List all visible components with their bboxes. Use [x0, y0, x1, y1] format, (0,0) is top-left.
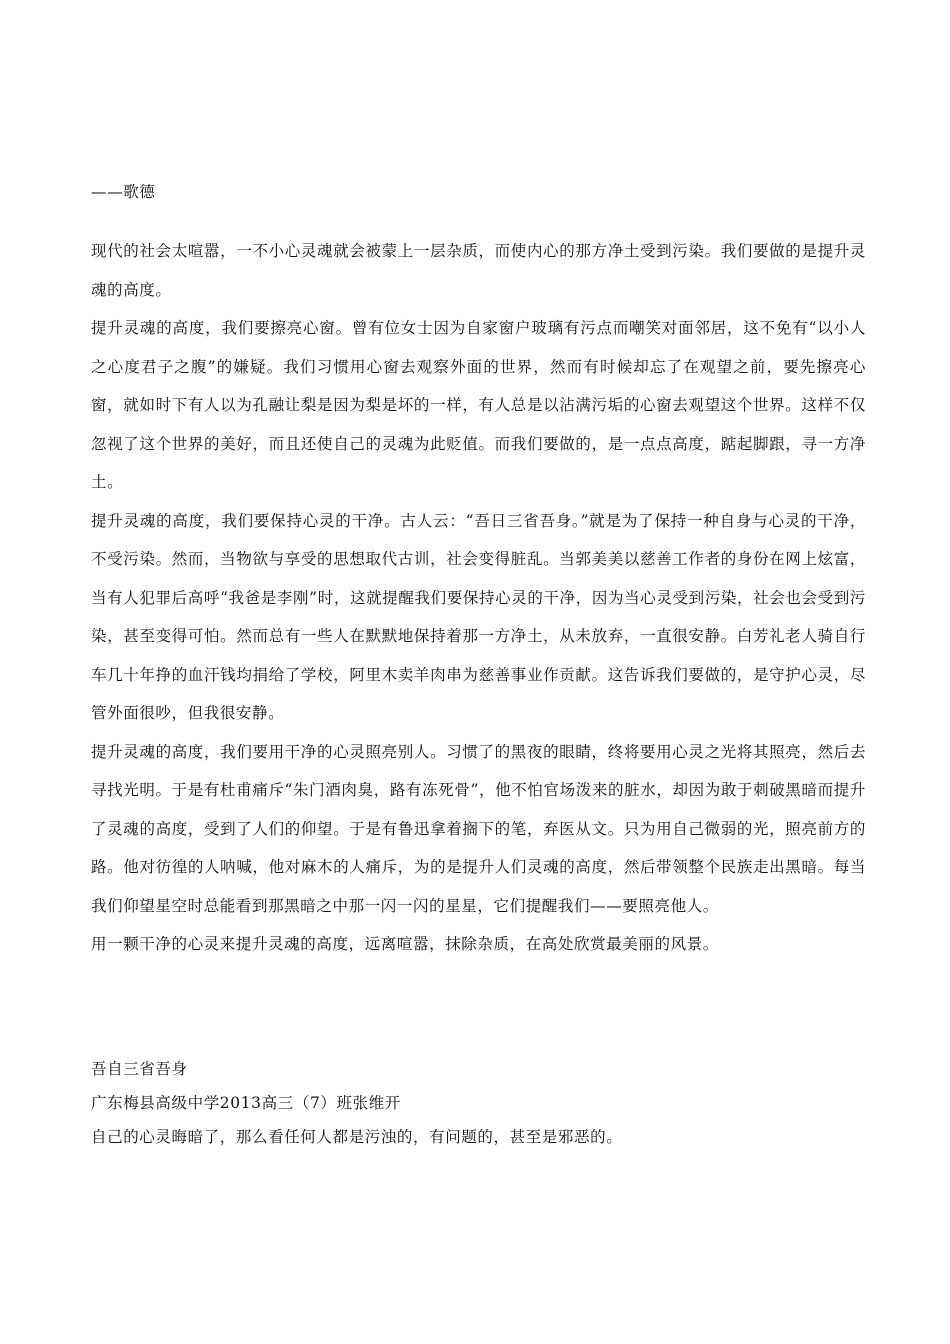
next-essay-first-line: 自己的心灵晦暗了，那么看任何人都是污浊的，有问题的，甚至是邪恶的。	[91, 1128, 623, 1146]
essay-paragraph-keep-pure: 提升灵魂的高度，我们要保持心灵的干净。古人云：“吾日三省吾身。”就是为了保持一种自身与心灵的干净，不受污染。然而，当物欲与享受的思想取代古训，社会变得脏乱。当郭美美以慈善工作者的身份在网上炫富，当有人犯罪后高呼“我爸是李刚”时，这就提醒我们要保持心灵的干净，因为当心灵受到污染，社会也会受到污染，甚至变得可怕。然而总有一些人在默默地保持着那一方净土，从未放弃，一直很安静。白芳礼老人骑自行车几十年挣的血汗钱均捐给了学校，阿里木卖羊肉串为慈善事业作贡献。这告诉我们要做的，是守护心灵，尽管外面很吵，但我很安静。	[91, 511, 866, 722]
essay-paragraph-intro: 现代的社会太喧嚣，一不小心灵魂就会被蒙上一层杂质，而使内心的那方净土受到污染。我们要做的是提升灵魂的高度。	[91, 242, 866, 299]
essay-paragraph-illuminate-others: 提升灵魂的高度，我们要用干净的心灵照亮别人。习惯了的黑夜的眼睛，终将要用心灵之光将其照亮，然后去寻找光明。于是有杜甫痛斥“朱门酒肉臭，路有冻死骨”，他不怕官场泼来的脏水，却因为敢于刺破黑暗而提升了灵魂的高度，受到了人们的仰望。于是有鲁迅拿着搁下的笔，弃医从文。只为用自己微弱的光，照亮前方的路。他对彷徨的人呐喊，他对麻木的人痛斥，为的是提升人们灵魂的高度，然后带领整个民族走出黑暗。每当我们仰望星空时总能看到那黑暗之中那一闪一闪的星星，它们提醒我们——要照亮他人。	[91, 742, 866, 915]
next-essay	[91, 1052, 866, 1154]
essay-body	[91, 232, 866, 964]
essay-paragraph-conclusion: 用一颗干净的心灵来提升灵魂的高度，远离喧嚣，抹除杂质，在高处欣赏最美丽的风景。	[91, 935, 719, 953]
quote-attribution: ——歌德	[91, 183, 156, 201]
next-essay-title: 吾自三省吾身	[91, 1060, 188, 1078]
essay-paragraph-clean-window: 提升灵魂的高度，我们要擦亮心窗。曾有位女士因为自家窗户玻璃有污点而嘲笑对面邻居，这不免有“以小人之心度君子之腹”的嫌疑。我们习惯用心窗去观察外面的世界，然而有时候却忘了在观望之前，要先擦亮心窗，就如时下有人以为孔融让梨是因为梨是坏的一样，有人总是以沾满污垢的心窗去观望这个世界。这样不仅忽视了这个世界的美好，而且还使自己的灵魂为此贬值。而我们要做的，是一点点高度，踮起脚跟，寻一方净土。	[91, 319, 866, 491]
next-essay-author: 广东梅县高级中学2013高三（7）班张维开	[91, 1094, 401, 1112]
